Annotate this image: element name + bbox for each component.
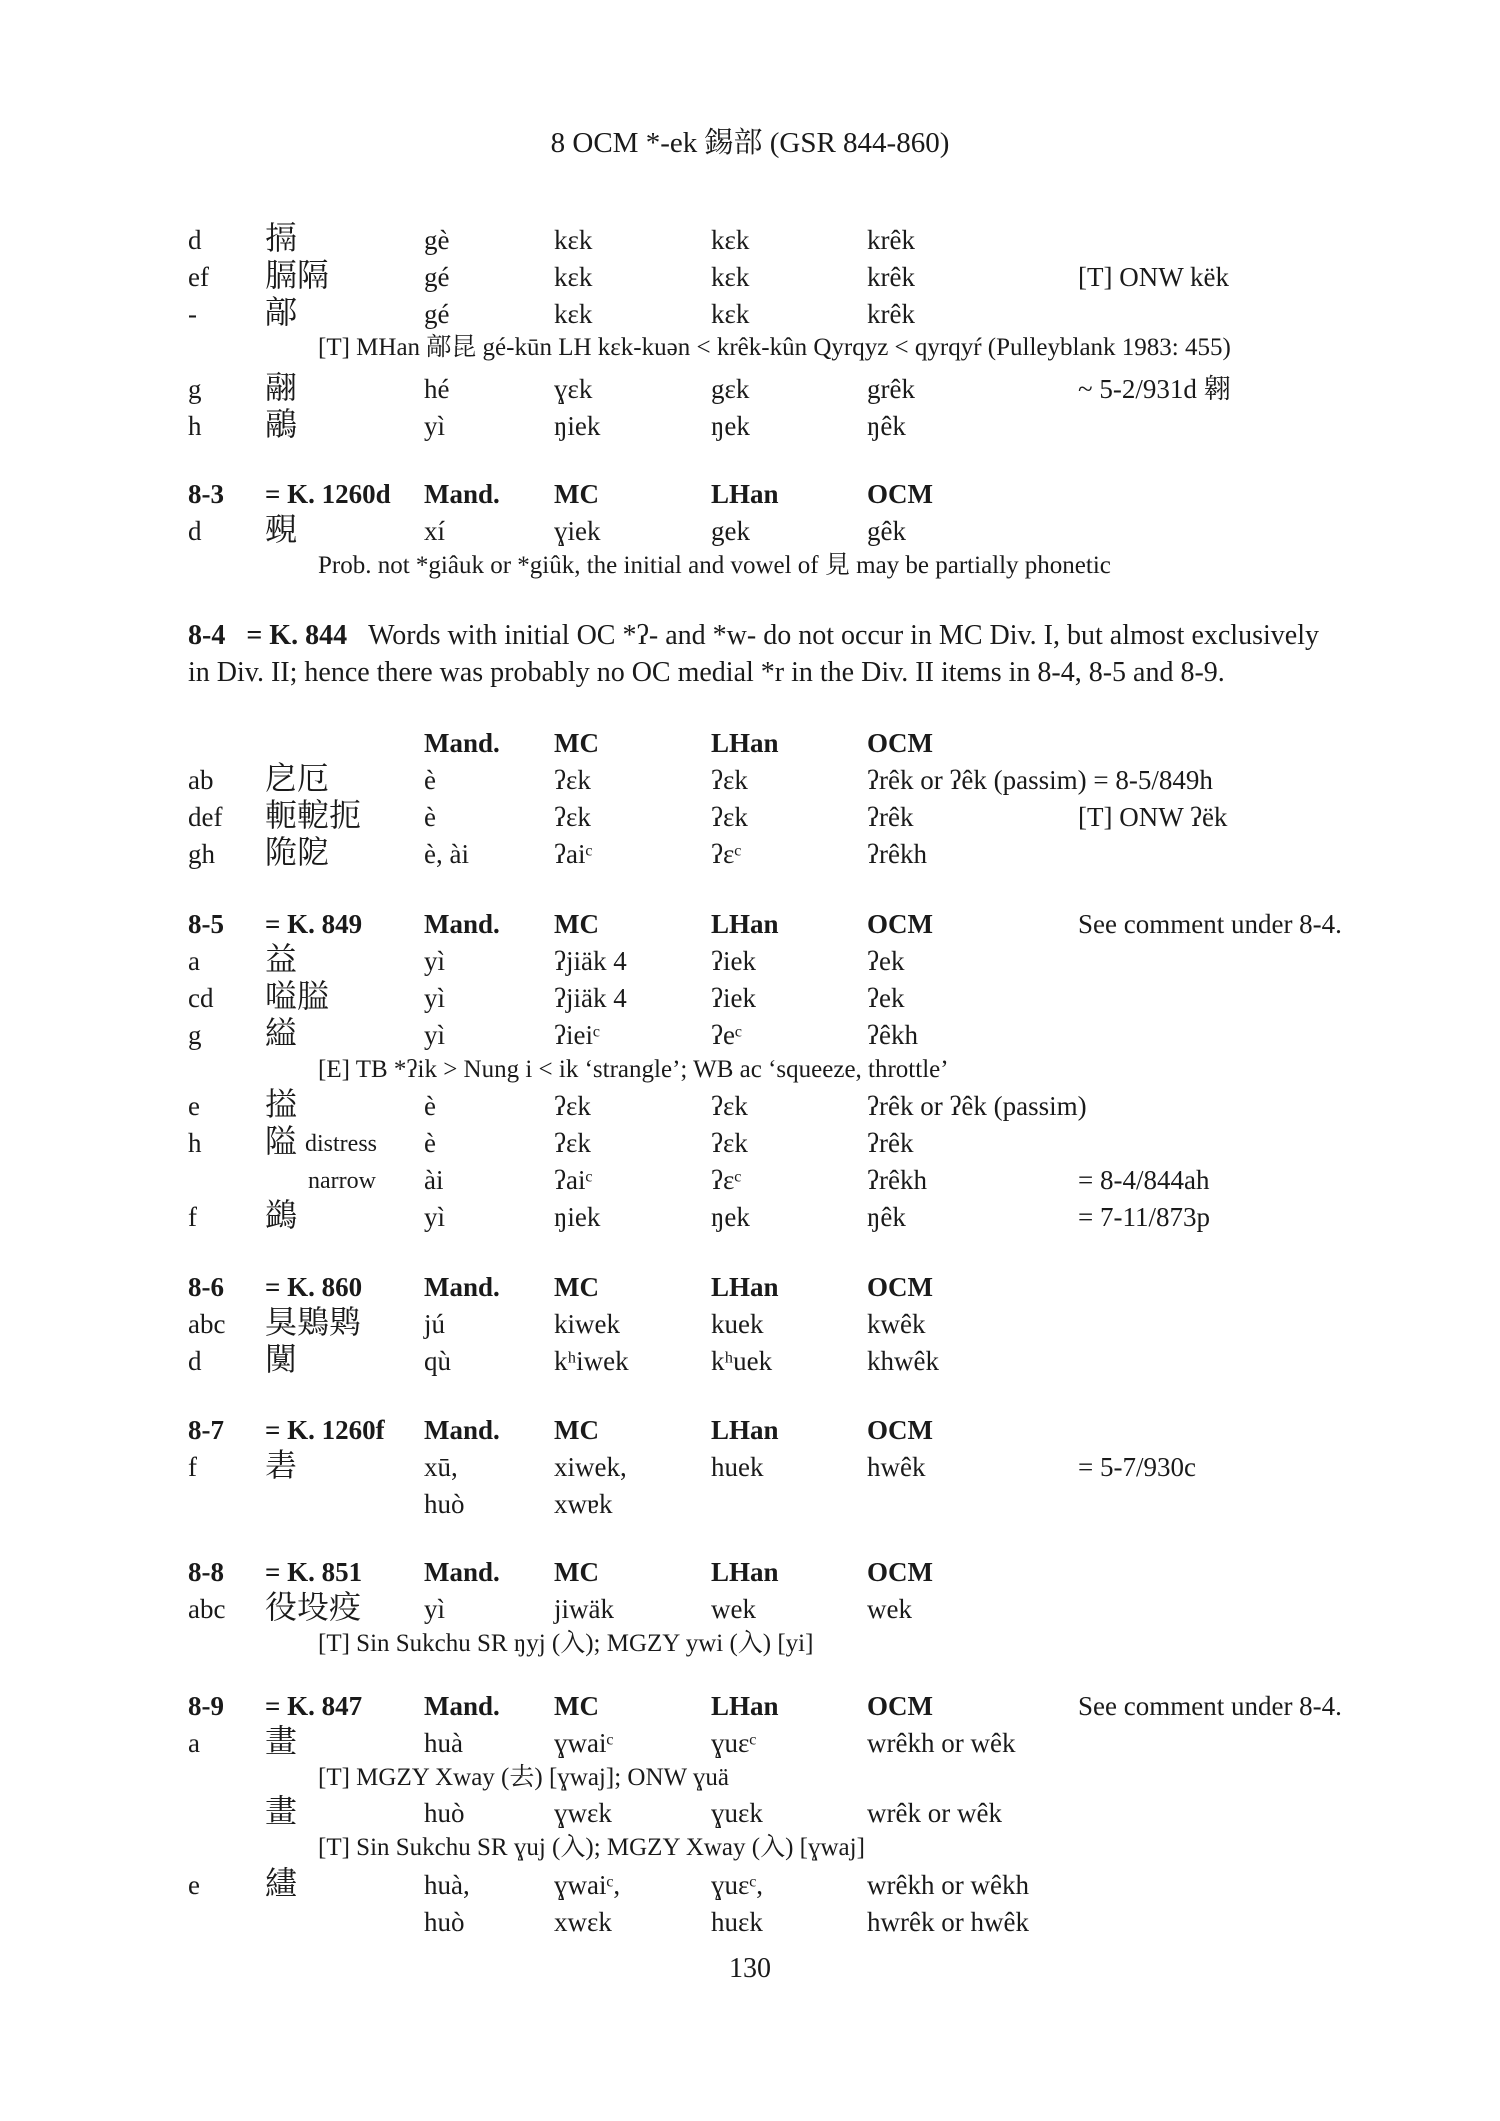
mandarin-cell: ài bbox=[424, 1165, 444, 1195]
lhan-cell: ʔɛᶜ bbox=[711, 1165, 742, 1195]
column-header: Mand. bbox=[424, 479, 500, 509]
ocm-cell: ʔrêk bbox=[867, 802, 914, 832]
ocm-cell: wrêkh or wêk bbox=[867, 1728, 1016, 1758]
mandarin-cell: è, ài bbox=[424, 839, 469, 869]
ocm-cell: ŋêk bbox=[867, 1202, 906, 1232]
character-cell: 鷊 bbox=[265, 405, 298, 443]
lhan-cell: kɛk bbox=[711, 225, 750, 255]
row-key-cell: def bbox=[188, 802, 223, 832]
character-cell: 縊 bbox=[265, 1014, 298, 1052]
mandarin-cell: yì bbox=[424, 411, 446, 441]
column-header: MC bbox=[554, 1415, 599, 1445]
column-header: Mand. bbox=[424, 1272, 500, 1302]
character-cell: 繣 bbox=[265, 1864, 298, 1902]
character-cell: 畫 bbox=[265, 1722, 298, 1760]
note-line: [T] MGZY Xway (去) [ɣwaj]; ONW ɣuä bbox=[318, 1764, 729, 1791]
mandarin-cell: è bbox=[424, 1091, 436, 1121]
row-key-cell: d bbox=[188, 1346, 202, 1376]
row-key-cell: d bbox=[188, 225, 202, 255]
character-cell: 嗌膉 bbox=[265, 977, 330, 1015]
mc-cell: ŋiek bbox=[554, 1202, 601, 1232]
note-line: [T] MHan 鄗昆 gé-kūn LH kɛk-kuən < krêk-kûn Qyrqyz < qyrqyŕ (Pulleyblank 1983: 455) bbox=[318, 334, 1231, 361]
column-header: OCM bbox=[867, 1557, 933, 1587]
lhan-cell: wek bbox=[711, 1594, 756, 1624]
lhan-cell: ʔɛk bbox=[711, 1091, 748, 1121]
mandarin-cell: yì bbox=[424, 1020, 446, 1050]
ocm-cell: gêk bbox=[867, 516, 906, 546]
column-header: Mand. bbox=[424, 909, 500, 939]
row-key-cell: ef bbox=[188, 262, 209, 292]
lhan-cell: gɛk bbox=[711, 374, 750, 404]
ocm-cell: khwêk bbox=[867, 1346, 939, 1376]
ocm-cell: hwrêk or hwêk bbox=[867, 1907, 1029, 1937]
note-line: [T] Sin Sukchu SR ɣuj (入); MGZY Xway (入) [ɣwaj] bbox=[318, 1834, 865, 1861]
ocm-cell: krêk bbox=[867, 262, 915, 292]
mandarin-cell: jú bbox=[424, 1309, 446, 1339]
row-key-cell: f bbox=[188, 1202, 197, 1232]
mc-cell: xwɐk bbox=[554, 1489, 613, 1519]
row-key-cell: e bbox=[188, 1870, 200, 1900]
mc-cell: ɣwɛk bbox=[554, 1798, 612, 1828]
section-key: 8-3 bbox=[188, 479, 224, 509]
mandarin-cell: gè bbox=[424, 225, 450, 255]
lhan-cell: ŋek bbox=[711, 411, 750, 441]
mandarin-cell: yì bbox=[424, 1594, 446, 1624]
row-key-cell: a bbox=[188, 1728, 200, 1758]
lhan-cell: ʔɛk bbox=[711, 802, 748, 832]
column-header: LHan bbox=[711, 1557, 779, 1587]
character-cell: 翮 bbox=[265, 368, 298, 406]
mc-cell: xiwek, bbox=[554, 1452, 627, 1482]
section-key: 8-7 bbox=[188, 1415, 224, 1445]
ocm-cell: ʔrêk or ʔêk (passim) bbox=[867, 1091, 1087, 1121]
mandarin-cell: hé bbox=[424, 374, 450, 404]
lhan-cell: ɣuɛᶜ bbox=[711, 1728, 757, 1758]
mc-cell: ʔaiᶜ bbox=[554, 839, 593, 869]
column-header: LHan bbox=[711, 1272, 779, 1302]
column-header: Mand. bbox=[424, 1691, 500, 1721]
section-key: 8-8 bbox=[188, 1557, 224, 1587]
character-cell: 搤 bbox=[265, 1085, 298, 1123]
mc-cell: kɛk bbox=[554, 225, 593, 255]
ocm-cell: kwêk bbox=[867, 1309, 926, 1339]
mandarin-cell: huò bbox=[424, 1798, 465, 1828]
section-comment: See comment under 8-4. bbox=[1078, 1691, 1342, 1721]
column-header: OCM bbox=[867, 728, 933, 758]
row-key-cell: abc bbox=[188, 1594, 226, 1624]
column-header: OCM bbox=[867, 909, 933, 939]
row-key-cell: a bbox=[188, 946, 200, 976]
lhan-cell: ʔɛᶜ bbox=[711, 839, 742, 869]
column-header: LHan bbox=[711, 909, 779, 939]
mandarin-cell: xí bbox=[424, 516, 446, 546]
mc-cell: kɛk bbox=[554, 299, 593, 329]
karlgren-reference: = K. 849 bbox=[265, 909, 363, 939]
column-header: OCM bbox=[867, 1272, 933, 1302]
column-header: Mand. bbox=[424, 1415, 500, 1445]
lhan-cell: kɛk bbox=[711, 262, 750, 292]
row-key-cell: e bbox=[188, 1091, 200, 1121]
character-cell: 鄗 bbox=[265, 293, 298, 331]
mc-cell: ʔieiᶜ bbox=[554, 1020, 600, 1050]
row-key-cell: abc bbox=[188, 1309, 226, 1339]
character-cell: 搹 bbox=[265, 219, 298, 257]
column-header: LHan bbox=[711, 479, 779, 509]
row-key-cell: ab bbox=[188, 765, 214, 795]
mc-cell: kɛk bbox=[554, 262, 593, 292]
column-header: MC bbox=[554, 1272, 599, 1302]
comment-cell: ~ 5-2/931d 翱 bbox=[1078, 374, 1231, 404]
lhan-cell: kɛk bbox=[711, 299, 750, 329]
mc-cell: ɣwaiᶜ bbox=[554, 1728, 614, 1758]
mandarin-cell: è bbox=[424, 1128, 436, 1158]
mandarin-cell: è bbox=[424, 765, 436, 795]
row-key-cell: f bbox=[188, 1452, 197, 1482]
lhan-cell: ŋek bbox=[711, 1202, 750, 1232]
row-key-cell: gh bbox=[188, 839, 215, 869]
mc-cell: ʔɛk bbox=[554, 1128, 591, 1158]
note-line: [T] Sin Sukchu SR ŋyj (入); MGZY ywi (入) [yi] bbox=[318, 1630, 814, 1657]
ocm-cell: ʔrêk or ʔêk (passim) = 8-5/849h bbox=[867, 765, 1213, 795]
row-key-cell: d bbox=[188, 516, 202, 546]
mc-cell: ʔɛk bbox=[554, 802, 591, 832]
section-comment: See comment under 8-4. bbox=[1078, 909, 1342, 939]
character-cell: 鷁 bbox=[265, 1196, 298, 1234]
ocm-cell: ʔek bbox=[867, 946, 905, 976]
ocm-cell: wek bbox=[867, 1594, 912, 1624]
mandarin-cell: gé bbox=[424, 262, 450, 292]
character-cell: 隘 bbox=[265, 1122, 298, 1160]
section-key: 8-5 bbox=[188, 909, 224, 939]
lhan-cell: ʔiek bbox=[711, 946, 756, 976]
ocm-cell: grêk bbox=[867, 374, 915, 404]
gloss-label: narrow bbox=[308, 1168, 376, 1194]
karlgren-reference: = K. 1260f bbox=[265, 1415, 385, 1445]
comment-cell: = 8-4/844ah bbox=[1078, 1165, 1210, 1195]
mc-cell: ʔɛk bbox=[554, 1091, 591, 1121]
ocm-cell: krêk bbox=[867, 299, 915, 329]
column-header: OCM bbox=[867, 479, 933, 509]
section-key: 8-6 bbox=[188, 1272, 224, 1302]
mandarin-cell: gé bbox=[424, 299, 450, 329]
ocm-cell: ŋêk bbox=[867, 411, 906, 441]
character-cell: 益 bbox=[265, 940, 298, 978]
section-key: 8-4 bbox=[188, 620, 226, 651]
mandarin-cell: yì bbox=[424, 983, 446, 1013]
ocm-cell: ʔek bbox=[867, 983, 905, 1013]
paragraph-text: Words with initial OC *ʔ- and *w- do not occur in MC Div. I, but almost exclusively in Div. II; hence there was probably no OC medial *r in the Div. II items in 8-4, 8-5 and 8-9. bbox=[188, 620, 1319, 688]
mandarin-cell: è bbox=[424, 802, 436, 832]
column-header: LHan bbox=[711, 1415, 779, 1445]
karlgren-reference: = K. 847 bbox=[265, 1691, 363, 1721]
comment-cell: [T] ONW këk bbox=[1078, 262, 1229, 292]
mandarin-cell: qù bbox=[424, 1346, 451, 1376]
character-cell: 軛軶扼 bbox=[265, 796, 362, 834]
character-cell: 砉 bbox=[265, 1446, 298, 1484]
ocm-cell: wrêkh or wêkh bbox=[867, 1870, 1029, 1900]
note-line: Prob. not *giâuk or *giûk, the initial and vowel of 見 may be partially phonetic bbox=[318, 552, 1111, 579]
mc-cell: ɣiek bbox=[554, 516, 601, 546]
lhan-cell: kʰuek bbox=[711, 1346, 773, 1376]
character-cell: 陒阸 bbox=[265, 833, 330, 871]
mandarin-cell: huò bbox=[424, 1489, 465, 1519]
row-key-cell: - bbox=[188, 299, 197, 329]
row-key-cell: cd bbox=[188, 983, 214, 1013]
lhan-cell: gek bbox=[711, 516, 750, 546]
row-key-cell: g bbox=[188, 374, 202, 404]
column-header: LHan bbox=[711, 1691, 779, 1721]
ocm-cell: ʔrêkh bbox=[867, 839, 927, 869]
section-intro-paragraph bbox=[188, 617, 1333, 691]
row-key-cell: h bbox=[188, 1128, 202, 1158]
column-header: MC bbox=[554, 479, 599, 509]
mc-cell: xwɛk bbox=[554, 1907, 612, 1937]
character-cell: 膈隔 bbox=[265, 256, 330, 294]
character-cell: 畫 bbox=[265, 1792, 298, 1830]
lhan-cell: ɣuɛk bbox=[711, 1798, 763, 1828]
character-cell: 闃 bbox=[265, 1340, 298, 1378]
lhan-cell: ʔɛk bbox=[711, 1128, 748, 1158]
lhan-cell: ʔɛk bbox=[711, 765, 748, 795]
karlgren-reference: = K. 1260d bbox=[265, 479, 391, 509]
mandarin-cell: huò bbox=[424, 1907, 465, 1937]
mc-cell: kʰiwek bbox=[554, 1346, 629, 1376]
mc-cell: ɣwaiᶜ, bbox=[554, 1870, 621, 1900]
lhan-cell: kuek bbox=[711, 1309, 764, 1339]
character-cell: 狊鶪䴗 bbox=[265, 1303, 362, 1341]
column-header: LHan bbox=[711, 728, 779, 758]
gloss-label: distress bbox=[305, 1131, 377, 1157]
ocm-cell: krêk bbox=[867, 225, 915, 255]
mc-cell: ʔjiäk 4 bbox=[554, 946, 627, 976]
page-header: 8 OCM *-ek 錫部 (GSR 844-860) bbox=[550, 127, 950, 159]
ocm-cell: ʔêkh bbox=[867, 1020, 918, 1050]
column-header: MC bbox=[554, 728, 599, 758]
row-key-cell: h bbox=[188, 411, 202, 441]
mc-cell: jiwäk bbox=[554, 1594, 614, 1624]
note-line: [E] TB *ʔik > Nung i < ik ‘strangle’; WB ac ‘squeeze, throttle’ bbox=[318, 1056, 949, 1083]
ocm-cell: hwêk bbox=[867, 1452, 926, 1482]
column-header: Mand. bbox=[424, 728, 500, 758]
mc-cell: ʔɛk bbox=[554, 765, 591, 795]
character-cell: 覡 bbox=[265, 510, 298, 548]
mc-cell: ʔaiᶜ bbox=[554, 1165, 593, 1195]
comment-cell: [T] ONW ʔëk bbox=[1078, 802, 1228, 832]
mc-cell: ʔjiäk 4 bbox=[554, 983, 627, 1013]
lhan-cell: huek bbox=[711, 1452, 764, 1482]
section-key: 8-9 bbox=[188, 1691, 224, 1721]
karlgren-reference: = K. 844 bbox=[246, 620, 348, 651]
column-header: MC bbox=[554, 1691, 599, 1721]
column-header: MC bbox=[554, 909, 599, 939]
mc-cell: ŋiek bbox=[554, 411, 601, 441]
karlgren-reference: = K. 851 bbox=[265, 1557, 363, 1587]
page-number: 130 bbox=[729, 1953, 771, 1984]
ocm-cell: ʔrêkh bbox=[867, 1165, 927, 1195]
lhan-cell: ɣuɛᶜ, bbox=[711, 1870, 763, 1900]
mc-cell: kiwek bbox=[554, 1309, 620, 1339]
character-cell: 役坄疫 bbox=[265, 1588, 362, 1626]
column-header: OCM bbox=[867, 1415, 933, 1445]
mc-cell: ɣɛk bbox=[554, 374, 593, 404]
karlgren-reference: = K. 860 bbox=[265, 1272, 363, 1302]
column-header: MC bbox=[554, 1557, 599, 1587]
lhan-cell: huɛk bbox=[711, 1907, 763, 1937]
mandarin-cell: huà bbox=[424, 1728, 463, 1758]
lhan-cell: ʔeᶜ bbox=[711, 1020, 742, 1050]
comment-cell: = 5-7/930c bbox=[1078, 1452, 1196, 1482]
column-header: Mand. bbox=[424, 1557, 500, 1587]
mandarin-cell: yì bbox=[424, 1202, 446, 1232]
lhan-cell: ʔiek bbox=[711, 983, 756, 1013]
ocm-cell: wrêk or wêk bbox=[867, 1798, 1002, 1828]
column-header: OCM bbox=[867, 1691, 933, 1721]
ocm-cell: ʔrêk bbox=[867, 1128, 914, 1158]
mandarin-cell: yì bbox=[424, 946, 446, 976]
mandarin-cell: huà, bbox=[424, 1870, 470, 1900]
comment-cell: = 7-11/873p bbox=[1078, 1202, 1210, 1232]
mandarin-cell: xū, bbox=[424, 1452, 458, 1482]
character-cell: 戹厄 bbox=[265, 759, 330, 797]
row-key-cell: g bbox=[188, 1020, 202, 1050]
